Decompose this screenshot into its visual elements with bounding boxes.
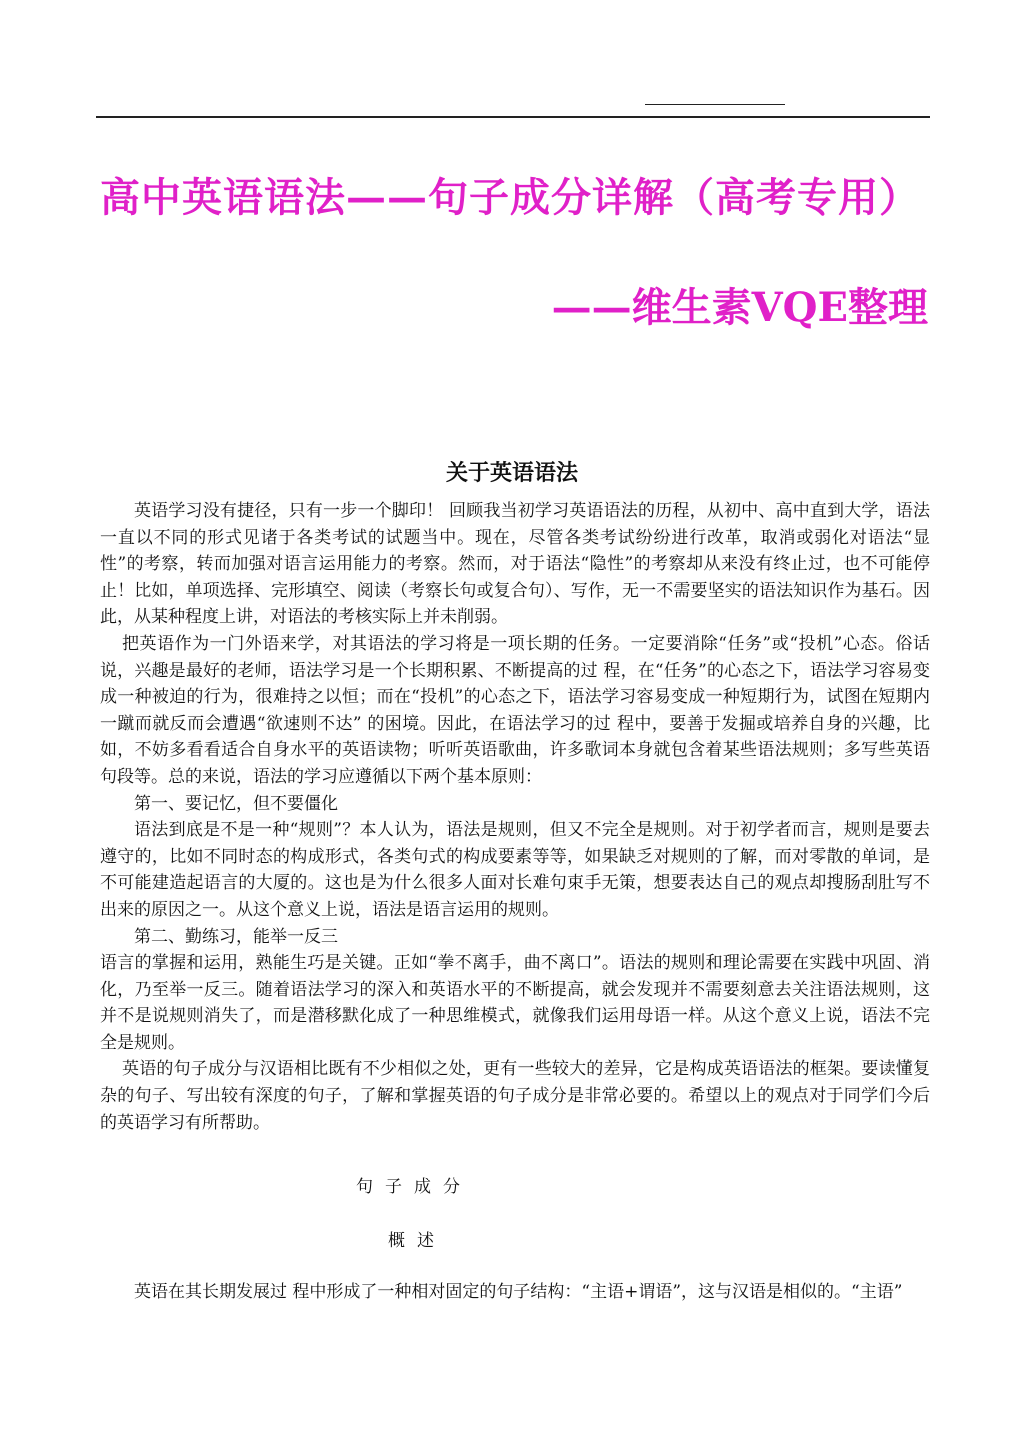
paragraph: 把英语作为一门外语来学，对其语法的学习将是一项长期的任务。一定要消除“任务”或“投机”心态。俗话说，兴趣是最好的老师，语法学习是一个长期积累、不断提高的过 程，在“任务”的心态之下，语法学习容易变成一种被迫的行为，很难持之以恒；而在“投机”的心态之下，语法学习容易变成一种短期行为，试图在短期内一蹴而就反而会遭遇“欲速则不达” 的困境。因此，在语法学习的过 程中，要善于发掘或培养自身的兴趣，比如，不妨多看看适合自身水平的英语读物；听听英语歌曲，许多歌词本身就包含着某些语法规则；多写些英语句段等。总的来说，语法的学习应遵循以下两个基本原则： bbox=[100, 633, 930, 787]
paragraph: 英语学习没有捷径，只有一步一个脚印！ 回顾我当初学习英语语法的历程，从初中、高中直到大学，语法一直以不同的形式见诸于各类考试的试题当中。现在，尽管各类考试纷纷进行改革，取消或弱化对语法“显性”的考察，转而加强对语言运用能力的考察。然而，对于语法“隐性”的考察却从来没有终止过，也不可能停止！比如，单项选择、完形填空、阅读（考察长句或复合句）、写作，无一不需要坚实的语法知识作为基石。因此，从某种程度上讲，对语法的考核实际上并未削弱。 bbox=[100, 501, 930, 628]
header-short-rule bbox=[645, 104, 785, 105]
section-heading: 关于英语语法 bbox=[445, 461, 578, 486]
principle-heading: 第二、勤练习，能举一反三 bbox=[134, 926, 338, 947]
paragraph: 英语在其长期发展过 程中形成了一种相对固定的句子结构：“主语+谓语”，这与汉语是相似的。“主语” bbox=[134, 1282, 903, 1302]
paragraph: 语法到底是不是一种“规则”？本人认为，语法是规则，但又不完全是规则。对于初学者而言，规则是要去遵守的，比如不同时态的构成形式，各类句式的构成要素等等，如果缺乏对规则的了解，而对零散的单词，是不可能建造起语言的大厦的。这也是为什么很多人面对长难句束手无策，想要表达自己的观点却搜肠刮肚写不出来的原因之一。从这个意义上说，语法是语言运用的规则。 bbox=[100, 820, 930, 920]
principle-heading: 第一、要记忆，但不要僵化 bbox=[134, 793, 338, 814]
document-title: 高中英语语法——句子成分详解（高考专用） bbox=[100, 174, 920, 221]
header-rule bbox=[96, 116, 930, 118]
body-text bbox=[100, 498, 930, 1136]
document-subtitle: ——维生素VQE整理 bbox=[551, 284, 928, 331]
overview-heading: 概述 bbox=[388, 1231, 446, 1251]
paragraph: 英语的句子成分与汉语相比既有不少相似之处，更有一些较大的差异，它是构成英语语法的框架。要读懂复杂的句子、写出较有深度的句子，了解和掌握英语的句子成分是非常必要的。希望以上的观点对于同学们今后的英语学习有所帮助。 bbox=[100, 1059, 930, 1133]
sentence-components-heading: 句子成分 bbox=[356, 1177, 472, 1197]
paragraph: 语言的掌握和运用，熟能生巧是关键。正如“拳不离手，曲不离口”。语法的规则和理论需要在实践中巩固、消化，乃至举一反三。随着语法学习的深入和英语水平的不断提高，就会发现并不需要刻意去关注语法规则，这并不是说规则消失了，而是潜移默化成了一种思维模式，就像我们运用母语一样。从这个意义上说，语法不完全是规则。 bbox=[100, 953, 930, 1053]
